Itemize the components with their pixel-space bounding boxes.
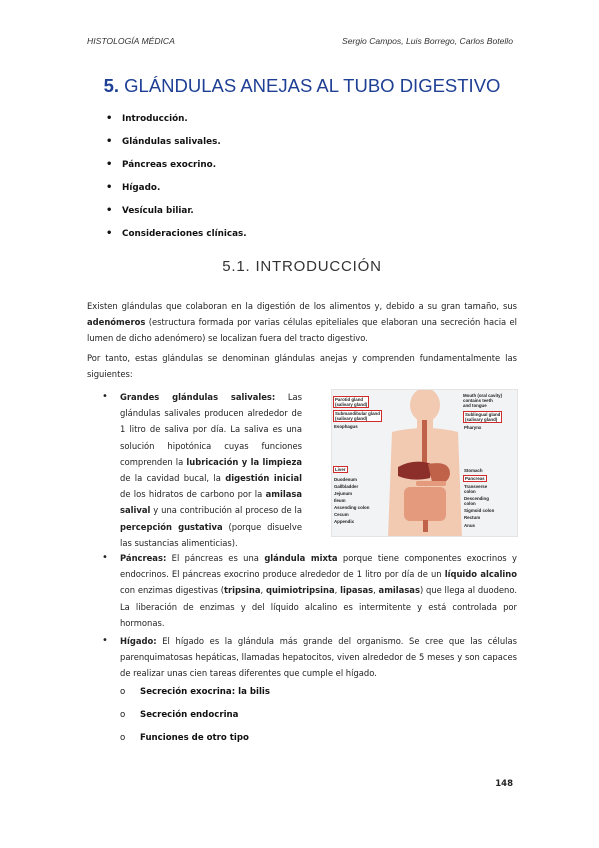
digestive-system-figure <box>331 389 518 537</box>
figure-label: colon <box>464 489 476 494</box>
figure-label: Gallbladder <box>334 484 359 489</box>
text-run: , <box>373 585 379 596</box>
list-item: o Funciones de otro tipo <box>120 733 270 756</box>
section-title: 5.1. INTRODUCCIÓN <box>222 258 382 275</box>
figure-label: Duodenum <box>334 477 357 482</box>
figure-label: Descending <box>464 496 489 501</box>
list-item: • Glándulas salivales. <box>106 137 406 160</box>
figure-label: (salivary gland) <box>465 417 498 422</box>
text-run-bold: lubricación y la limpieza <box>186 456 303 467</box>
text-run-bold: percepción gustativa <box>120 521 223 532</box>
figure-label: Rectum <box>464 515 481 520</box>
list-item: • Hígado. <box>106 183 406 206</box>
chapter-contents-list <box>106 114 406 252</box>
intestine-shape <box>404 487 446 521</box>
figure-label-group <box>463 393 502 408</box>
text-run-bold: Páncreas: <box>120 553 167 563</box>
page-header <box>87 36 513 50</box>
figure-label: Sublingual gland <box>465 412 501 417</box>
esophagus-shape <box>422 420 427 468</box>
text-run: con enzimas digestivas ( <box>120 585 225 596</box>
chapter-title-text: GLÁNDULAS ANEJAS AL TUBO DIGESTIVO <box>124 75 501 96</box>
chapter-number: 5. <box>103 75 119 96</box>
text-run: El páncreas es una <box>166 553 265 563</box>
figure-label: (salivary gland) <box>335 402 368 407</box>
pancreas-item <box>102 550 517 631</box>
page-number: 148 <box>495 779 513 789</box>
figure-label: Submandibular gland <box>335 411 380 416</box>
text-run: de la cavidad bucal, la <box>120 473 226 484</box>
chapter-title <box>87 75 517 97</box>
header-subject: HISTOLOGÍA MÉDICA <box>87 36 175 46</box>
rectum-shape <box>423 520 428 532</box>
text-run-bold: digestión inicial <box>225 473 302 484</box>
text-run-bold: quimiotripsina <box>265 585 335 596</box>
figure-label-group <box>463 411 502 423</box>
list-item: o Secreción exocrina: la bilis <box>120 687 270 710</box>
list-item: • Consideraciones clínicas. <box>106 229 406 252</box>
text-run: (estructura formada por varias células epiteliales que elaboran una secreción hacia el lumen de dicho adenómero) se localizan fuera del tracto digestivo. <box>87 317 517 343</box>
figure-label: Stomach <box>464 468 483 473</box>
text-run: y una contribución al proceso de la <box>150 505 302 516</box>
header-authors: Sergio Campos, Luis Borrego, Carlos Botello <box>341 36 513 46</box>
figure-label: Sigmoid colon <box>464 508 495 513</box>
list-item: o Secreción endocrina <box>120 710 270 733</box>
figure-label: and tongue <box>463 403 487 408</box>
figure-label: Esophagus <box>334 424 358 429</box>
liver-item <box>102 633 517 682</box>
text-run: (porque disuelve las sustancias alimenticias). <box>120 521 302 548</box>
figure-label-group <box>464 496 489 506</box>
figure-label: Transverse <box>464 484 488 489</box>
figure-label: Appendix <box>334 519 355 524</box>
figure-label: Anus <box>464 523 475 528</box>
intro-paragraph <box>87 298 517 346</box>
figure-label-group <box>333 396 369 408</box>
figure-label: (salivary gland) <box>335 416 368 421</box>
text-run-bold: adenómeros <box>87 317 146 327</box>
figure-label: colon <box>464 501 476 506</box>
text-run: Las glándulas salivales producen alrededor de 1 litro de saliva por día. La saliva es una solución hipotónica cuyas funciones comprenden la <box>120 392 303 467</box>
figure-label-group <box>464 484 487 494</box>
text-run-bold: líquido alcalino <box>444 569 517 580</box>
text-run-bold: glándula mixta <box>264 553 338 563</box>
figure-label: Ascending colon <box>334 505 370 510</box>
figure-label: Mouth (oral cavity) <box>463 393 503 398</box>
figure-label: Pancreas <box>465 476 485 481</box>
figure-label-group <box>333 410 382 422</box>
figure-label: Ileum <box>334 498 346 503</box>
text-run-bold: amilasa salival <box>120 489 302 516</box>
text-run: , <box>334 585 341 596</box>
figure-label: Jejunum <box>334 491 353 496</box>
figure-label: Parotid gland <box>335 397 364 402</box>
figure-label: Liver <box>335 467 346 472</box>
text-run-bold: Hígado: <box>120 636 157 646</box>
text-run: Existen glándulas que colaboran en la digestión de los alimentos y, debido a su gran tamaño, sus <box>87 301 517 311</box>
figure-label: contains teeth <box>463 398 493 403</box>
text-run: ) que llega al duodeno. La liberación de enzimas y del líquido alcalino es intermitente y está controlada por hormonas. <box>120 585 518 628</box>
pancreas-shape <box>416 481 446 486</box>
figure-label: Cecum <box>334 512 349 517</box>
text-run: de los hidratos de carbono por la <box>120 489 266 500</box>
text-run-bold: tripsina <box>224 585 261 596</box>
text-run-bold: Grandes glándulas salivales: <box>120 392 276 402</box>
list-item: • Vesícula biliar. <box>106 206 406 229</box>
intro-paragraph-2: Por tanto, estas glándulas se denominan glándulas anejas y comprenden fundamentalmente las siguientes: <box>87 353 517 379</box>
salivary-glands-item <box>102 389 302 551</box>
list-item: • Introducción. <box>106 114 406 137</box>
figure-label: Pharynx <box>464 425 482 430</box>
text-run: El hígado es la glándula más grande del organismo. Se cree que las células parenquimatosas hepáticas, llamadas hepatocitos, viven alrededor de 5 meses y son capaces de realizar unas cien tareas diferentes que cumple el hígado. <box>120 636 517 679</box>
text-run: , <box>260 585 266 596</box>
text-run-bold: lipasas <box>340 585 374 596</box>
list-item: • Páncreas exocrino. <box>106 160 406 183</box>
text-run-bold: amilasas <box>378 585 420 596</box>
liver-functions-list <box>120 687 270 756</box>
text-run: porque tiene componentes exocrinos y endocrinos. El páncreas exocrino produce alrededor de 1 litro por día de un <box>120 553 518 580</box>
